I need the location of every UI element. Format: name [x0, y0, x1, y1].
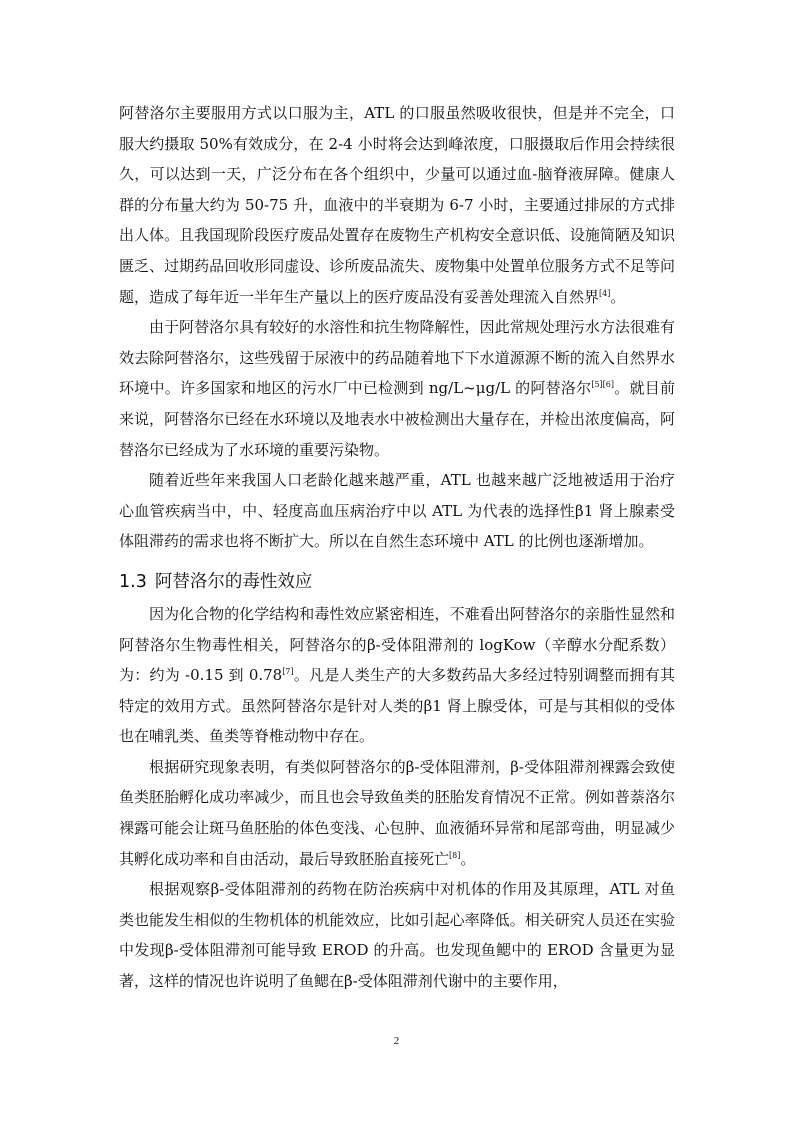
page-number: 2: [393, 1035, 400, 1047]
paragraph: [119, 752, 675, 874]
citation-ref: [8]: [449, 850, 461, 860]
section-heading: [119, 567, 675, 597]
paragraph: 根据观察β-受体阻滞剂的药物在防治疾病中对机体的作用及其原理，ATL 对鱼类也能发生相似的生物机体的机能效应，比如引起心率降低。相关研究人员还在实验中发现β-受体阻滞剂可能导致 EROD 的升高。也发现鱼鳃中的 EROD 含量更为显著，这样的情况也许说明了鱼鳃在β-受体阻滞剂代谢中的主要作用，: [119, 880, 675, 991]
section-title: 阿替洛尔的毒性效应: [154, 571, 313, 592]
paragraph-text: 由于阿替洛尔具有较好的水溶性和抗生物降解性，因此常规处理污水方法很难有效去除阿替洛尔，这些残留于尿液中的药品随着地下下水道源源不断的流入自然界水环境中。许多国家和地区的污水厂中已检测到 ng/L~μg/L 的阿替洛尔: [119, 318, 675, 398]
paragraph: 随着近些年来我国人口老龄化越来越严重，ATL 也越来越广泛地被适用于治疗心血管疾病当中，中、轻度高血压病治疗中以 ATL 为代表的选择性β1 肾上腺素受体阻滞药的需求也将不断扩大。所以在自然生态环境中 ATL 的比例也逐渐增加。: [119, 471, 675, 551]
paragraph-text: 。: [610, 287, 626, 306]
citation-ref: [5][6]: [591, 380, 615, 390]
paragraph-text: 因为化合物的化学结构和毒性效应紧密相连，不难看出阿替洛尔的亲脂性显然和阿替洛尔生物毒性相关，阿替洛尔的β-受体阻滞剂的 logKow（辛醇水分配系数）为：约为 -0.15 到 0.78: [119, 604, 675, 685]
paragraph: [119, 312, 675, 465]
body-text: [119, 98, 675, 997]
citation-ref: [7]: [282, 667, 294, 677]
paragraph-text: 阿替洛尔主要服用方式以口服为主，ATL 的口服虽然吸收很快，但是并不完全，口服大约摄取 50%有效成分，在 2-4 小时将会达到峰浓度，口服摄取后作用会持续很久，可以达到一天，广泛分布在各个组织中，少量可以通过血-脑脊液屏障。健康人群的分布量大约为 50-75 升，血液中的半衰期为 6-7 小时，主要通过排尿的方式排出人体。且我国现阶段医疗废品处置存在废物生产机构安全意识低、设施简陋及知识匮乏、过期药品回收形同虚设、诊所废品流失、废物集中处置单位服务方式不足等问题，造成了每年近一半年生产量以上的医疗废品没有妥善处理流入自然界: [119, 104, 675, 306]
paragraph-text: 。就目前来说，阿替洛尔已经在水环境以及地表水中被检测出大量存在，并检出浓度偏高，阿替洛尔已经成为了水环境的重要污染物。: [119, 379, 675, 459]
paragraph-text: 。: [460, 849, 476, 868]
paragraph: [119, 599, 675, 752]
paragraph-text: 根据研究现象表明，有类似阿替洛尔的β-受体阻滞剂，β-受体阻滞剂裸露会致使鱼类胚胎孵化成功率减少，而且也会导致鱼类的胚胎发育情况不正常。例如普萘洛尔裸露可能会让斑马鱼胚胎的体色变浅、心包肿、血液循环异常和尾部弯曲，明显减少其孵化成功率和自由活动，最后导致胚胎直接死亡: [119, 757, 675, 868]
paragraph-text: 。凡是人类生产的大多数药品大多经过特别调整而拥有其特定的效用方式。虽然阿替洛尔是针对人类的β1 肾上腺受体，可是与其相似的受体也在哺乳类、鱼类等脊椎动物中存在。: [119, 666, 675, 746]
section-number: 1.3: [119, 571, 147, 592]
paragraph-continued: [119, 98, 675, 312]
citation-ref: [4]: [599, 288, 611, 298]
